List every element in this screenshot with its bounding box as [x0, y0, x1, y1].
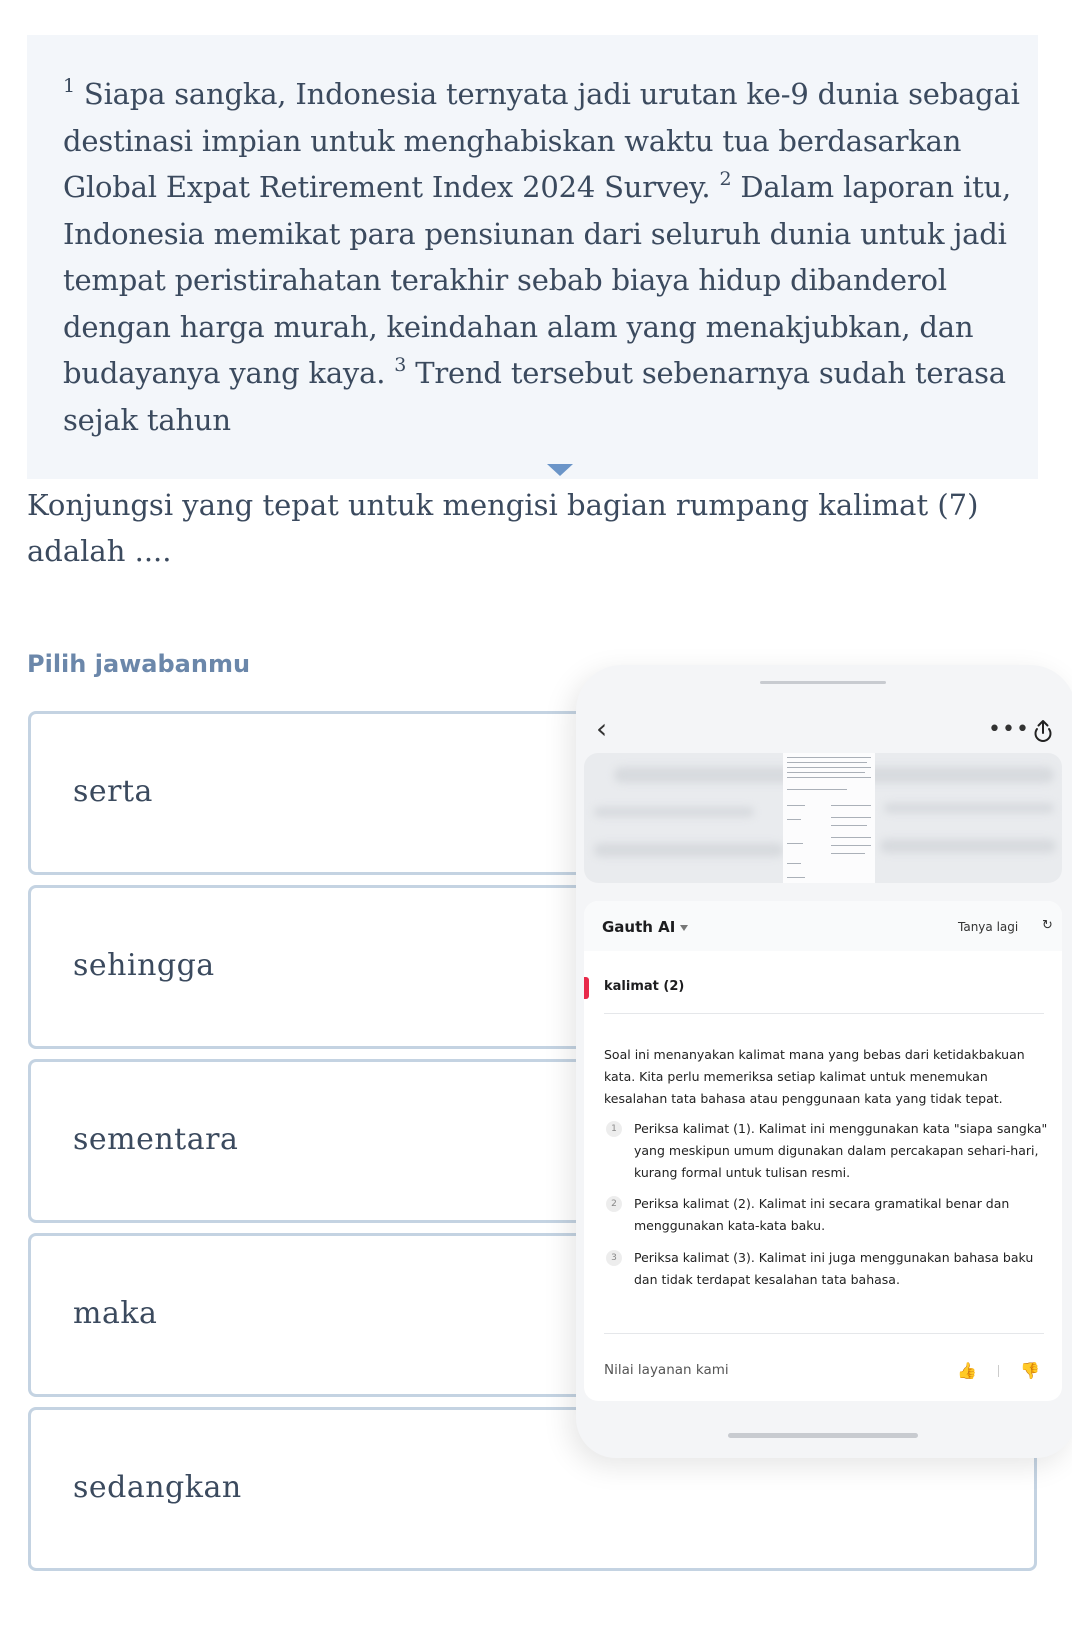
thumbs-down-icon[interactable]: 👎 — [1020, 1361, 1040, 1380]
choose-answer-label: Pilih jawabanmu — [27, 650, 251, 678]
sentence-number: 1 — [63, 75, 75, 97]
divider — [604, 1013, 1044, 1014]
option-label: sementara — [73, 1122, 239, 1157]
home-indicator — [728, 1433, 918, 1438]
step-number: 1 — [606, 1121, 622, 1137]
sentence-2: Dalam laporan itu, Indonesia memikat para pensiunan dari seluruh dunia untuk jadi tempat peristirahatan terakhir sebab biaya hidup dibanderol dengan harga murah, keindahan alam yang menakjubkan, dan budayanya yang kaya. — [63, 170, 1012, 390]
step-number: 2 — [606, 1196, 622, 1212]
step-number: 3 — [606, 1250, 622, 1266]
assistant-name[interactable]: Gauth AI — [602, 918, 676, 936]
share-icon[interactable] — [1033, 718, 1053, 742]
divider — [998, 1365, 999, 1377]
sentence-number: 3 — [394, 354, 407, 376]
step-text: Periksa kalimat (2). Kalimat ini secara gramatikal benar dan menggunakan kata-kata baku. — [634, 1196, 1010, 1233]
sentence-3: Trend tersebut sebenarnya sudah terasa sejak tahun — [63, 356, 1006, 437]
passage-text — [63, 71, 1023, 443]
caret-down-icon[interactable] — [547, 464, 573, 476]
rate-service-label: Nilai layanan kami — [604, 1362, 729, 1378]
ask-again-button[interactable]: Tanya lagi — [958, 920, 1019, 934]
sentence-1: Siapa sangka, Indonesia ternyata jadi urutan ke-9 dunia sebagai destinasi impian untuk menghabiskan waktu tua berdasarkan Global Expat Retirement Index 2024 Survey. — [63, 77, 1020, 204]
screenshot-preview — [584, 753, 1062, 883]
chevron-left-icon[interactable]: ‹ — [596, 712, 608, 745]
answer-highlight-marker — [584, 977, 589, 999]
option-label: sedangkan — [73, 1470, 242, 1505]
more-icon[interactable]: ••• — [988, 717, 1030, 742]
explanation-intro: Soal ini menanyakan kalimat mana yang bebas dari ketidakbakuan kata. Kita perlu memeriksa setiap kalimat untuk menemukan kesalahan tata bahasa atau penggunaan kata yang tidak tepat. — [604, 1047, 1025, 1106]
reading-passage — [27, 35, 1038, 479]
question-thumbnail — [783, 753, 875, 883]
step-text: Periksa kalimat (1). Kalimat ini menggunakan kata "siapa sangka" yang meskipun umum digunakan dalam percakapan sehari-hari, kurang formal untuk tulisan resmi. — [634, 1121, 1048, 1180]
refresh-icon[interactable]: ↻ — [1042, 918, 1053, 933]
phone-overlay — [576, 665, 1072, 1458]
gauth-answer-card — [584, 901, 1062, 1401]
option-label: serta — [73, 774, 153, 809]
card-header — [584, 901, 1062, 951]
divider — [604, 1333, 1044, 1334]
question-text: Konjungsi yang tepat untuk mengisi bagian rumpang kalimat (7) adalah .... — [27, 488, 979, 568]
option-label: maka — [73, 1296, 158, 1331]
caret-down-icon[interactable] — [680, 925, 688, 931]
option-label: sehingga — [73, 948, 215, 983]
sentence-number: 2 — [719, 168, 732, 190]
drag-handle[interactable] — [760, 681, 886, 684]
answer-title: kalimat (2) — [604, 979, 685, 994]
step-text: Periksa kalimat (3). Kalimat ini juga menggunakan bahasa baku dan tidak terdapat kesalahan tata bahasa. — [634, 1250, 1034, 1287]
thumbs-up-icon[interactable]: 👍 — [957, 1361, 977, 1380]
